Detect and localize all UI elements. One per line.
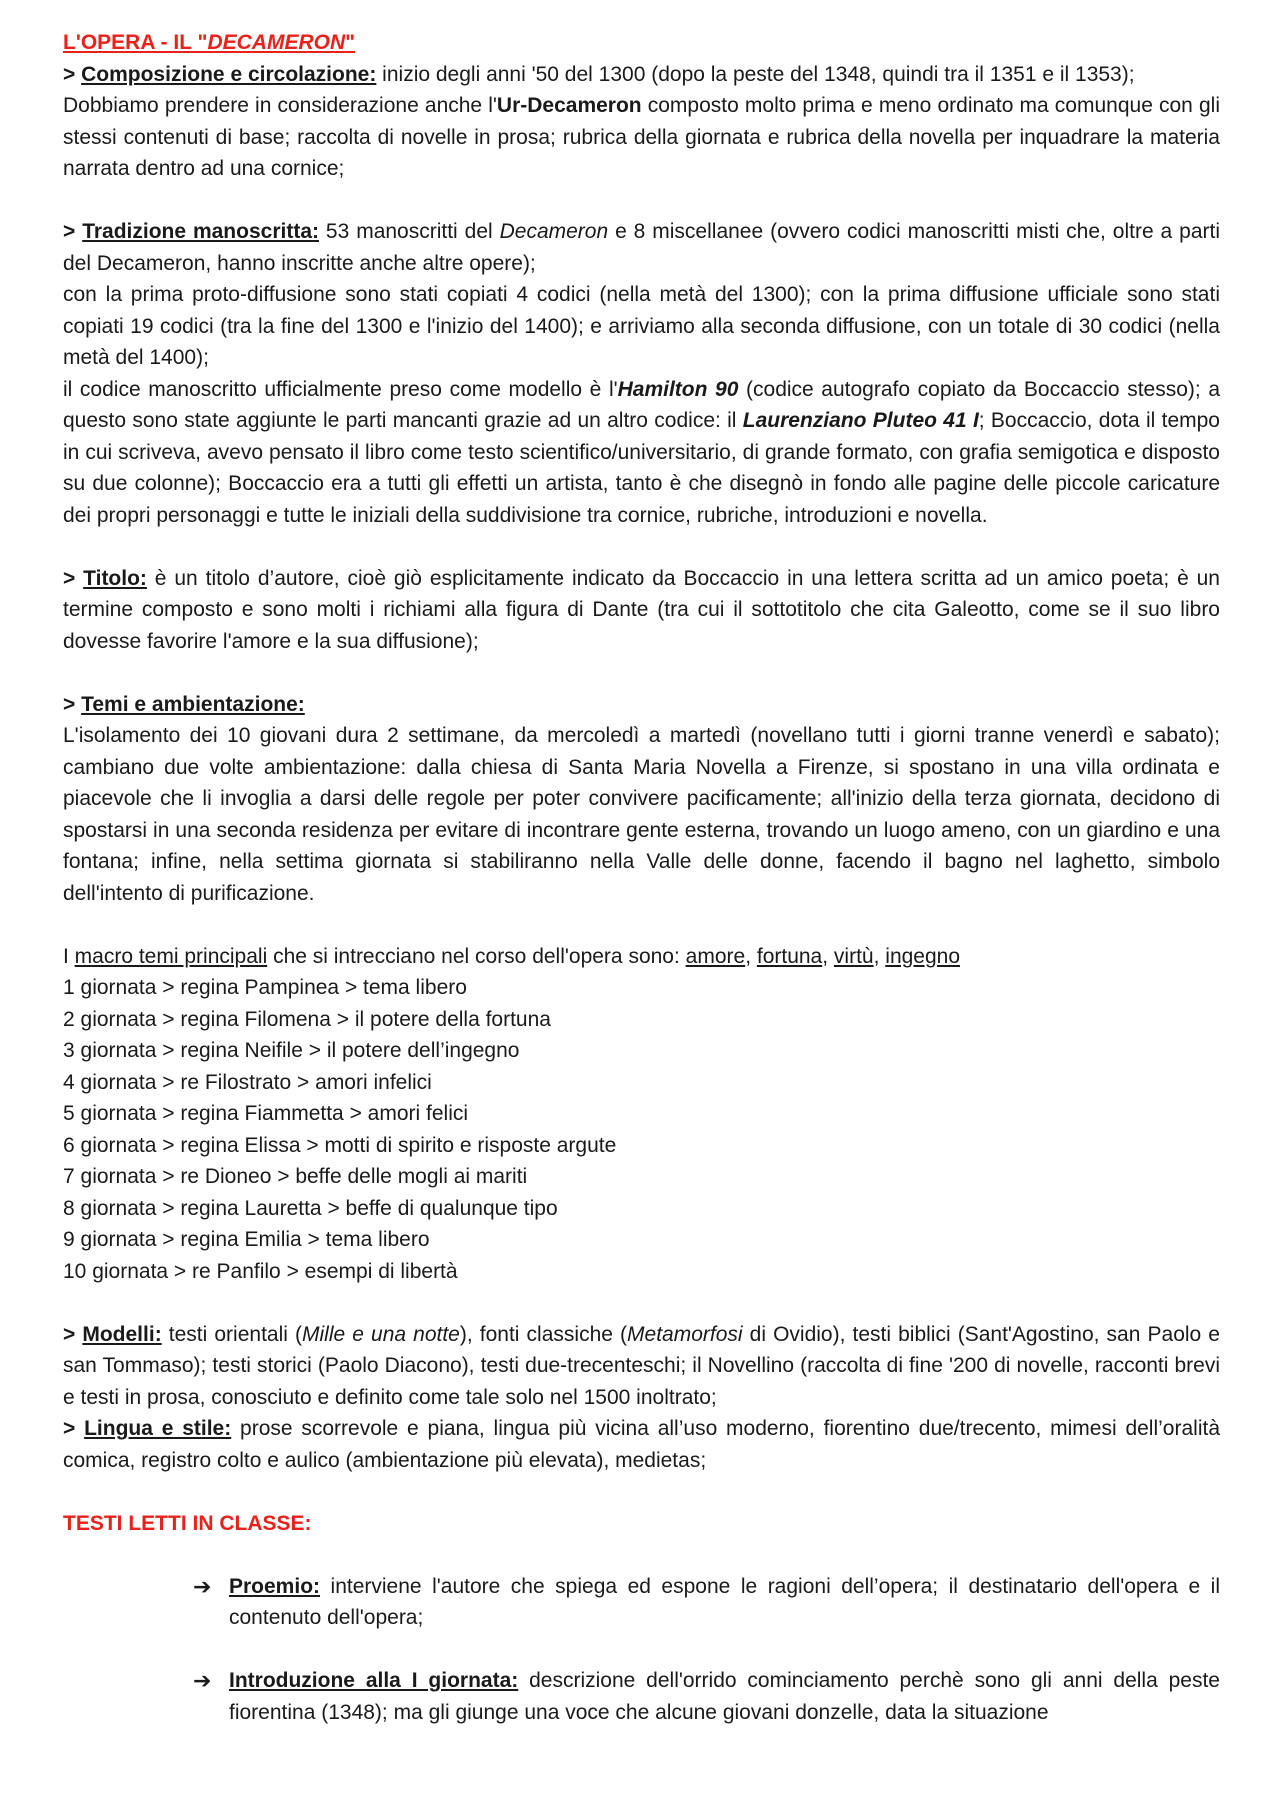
titolo-paragraph: > Titolo: è un titolo d’autore, cioè giò esplicitamente indicato da Boccaccio in una lettera scritta ad un amico poeta; è un termine composto e sono molti i richiami alla figura di Dante (tra cui il sottotitolo che cita Galeotto, come se il suo libro dovesse favorire l'amore e la sua diffusione); <box>63 566 1220 653</box>
modelli-paragraph: > Modelli: testi orientali (Mille e una notte), fonti classiche (Metamorfosi di Ovidio), testi biblici (Sant'Agostino, san Paolo e san Tommaso); testi storici (Paolo Diacono), testi due-trecenteschi; il Novellino (raccolta di fine '200 di novelle, racconti brevi e testi in prosa, conosciuto e definito come tale solo nel 1500 inoltrato; <box>63 1322 1220 1409</box>
diffusione-paragraph: con la prima proto-diffusione sono stati copiati 4 codici (nella metà del 1300); con la prima diffusione ufficiale sono stati copiati 19 codici (tra la fine del 1300 e l'inizio del 1400); e arriviamo alla seconda diffusione, con un totale di 30 codici (nella metà del 1400); <box>63 283 1220 369</box>
temi-paragraph: L'isolamento dei 10 giovani dura 2 settimane, da mercoledì a martedì (novellano tutti i giorni tranne venerdì e sabato); cambiano due volte ambientazione: dalla chiesa di Santa Maria Novella a Firenze, si spostano in una villa ordinata e piacevole che li invoglia a darsi delle regole per poter convivere pacificamente; all'inizio della terza giornata, decidono di spostarsi in una seconda residenza per evitare di incontrare gente esterna, trovando un luogo ameno, con un giardino e una fontana; infine, nella settima giornata si stabiliranno nella Valle delle donne, facendo il bagno nel laghetto, simbolo dell'intento di purificazione. <box>63 724 1220 905</box>
giornata-line: 3 giornata > regina Neifile > il potere dell’ingegno <box>63 1039 520 1062</box>
lingua-heading: Lingua e stile: <box>84 1417 232 1440</box>
arrow-right-icon: ➔ <box>193 1573 212 1599</box>
document-page <box>63 27 1220 1728</box>
temi-heading-line: > Temi e ambientazione: <box>63 692 305 716</box>
ur-decameron-paragraph: Dobbiamo prendere in considerazione anche l'Ur-Decameron composto molto prima e meno ordinato ma comunque con gli stessi contenuti di base; raccolta di novelle in prosa; rubrica della giornata e rubrica della novella per inquadrare la materia narrata dentro ad una cornice; <box>63 94 1220 180</box>
giornata-line: 1 giornata > regina Pampinea > tema libero <box>63 976 467 999</box>
giornata-line: 4 giornata > re Filostrato > amori infelici <box>63 1070 432 1094</box>
composizione-heading: Composizione e circolazione: <box>81 62 377 86</box>
titolo-heading: Titolo: <box>83 566 147 590</box>
tema-amore: amore <box>685 944 746 968</box>
giornata-line: 10 giornata > re Panfilo > esempi di libertà <box>63 1259 458 1283</box>
tema-virtu: virtù <box>833 944 874 968</box>
testi-item-proemio: ➔ Proemio: interviene l'autore che spiega ed espone le ragioni dell’opera; il destinatario dell'opera e il contenuto dell'opera; <box>193 1571 1220 1634</box>
giornata-line: 5 giornata > regina Fiammetta > amori felici <box>63 1102 469 1125</box>
lingua-paragraph: > Lingua e stile: prose scorrevole e piana, lingua più vicina all’uso moderno, fiorentino due/trecento, mimesi dell’oralità comica, registro colto e aulico (ambientazione più elevata), medietas; <box>63 1417 1221 1472</box>
testi-item-introduzione: ➔ Introduzione alla I giornata: descrizione dell'orrido cominciamento perchè sono gli anni della peste fiorentina (1348); ma gli giunge una voce che alcune giovani donzelle, data la situazione <box>193 1665 1220 1728</box>
giornata-line: 2 giornata > regina Filomena > il potere della fortuna <box>63 1007 551 1031</box>
tema-ingegno: ingegno <box>885 944 961 968</box>
temi-heading: Temi e ambientazione: <box>81 692 305 716</box>
composizione-paragraph: > Composizione e circolazione: inizio degli anni '50 del 1300 (dopo la peste del 1348, quindi tra il 1351 e il 1353); <box>63 62 1135 86</box>
testi-heading: TESTI LETTI IN CLASSE: <box>63 1511 312 1535</box>
codice-paragraph: il codice manoscritto ufficialmente preso come modello è l'Hamilton 90 (codice autografo copiato da Boccaccio stesso); a questo sono state aggiunte le parti mancanti grazie ad un altro codice: il Laurenziano Pluteo 41 I; Boccaccio, dota il tempo in cui scriveva, avevo pensato il libro come testo scientifico/universitario, di grande formato, con grafia semigotica e disposto su due colonne); Boccaccio era a tutti gli effetti un artista, tanto è che disegnò in fondo alle pagine delle piccole caricature dei propri personaggi e tutte le iniziali della suddivisione tra cornice, rubriche, introduzioni e novella. <box>63 377 1220 527</box>
macro-temi-line: I macro temi principali che si intrecciano nel corso dell'opera sono: amore, fortuna, virtù, ingegno <box>63 944 961 968</box>
giornata-line: 6 giornata > regina Elissa > motti di spirito e risposte argute <box>63 1133 617 1157</box>
tema-fortuna: fortuna <box>756 944 823 968</box>
modelli-heading: Modelli: <box>82 1322 162 1346</box>
document-title: L'OPERA - IL "DECAMERON" <box>63 31 356 54</box>
giornata-line: 8 giornata > regina Lauretta > beffe di qualunque tipo <box>63 1196 558 1220</box>
tradizione-heading: Tradizione manoscritta: <box>82 220 319 243</box>
arrow-right-icon: ➔ <box>193 1668 212 1693</box>
tradizione-paragraph: > Tradizione manoscritta: 53 manoscritti del Decameron e 8 miscellanee (ovvero codici manoscritti misti che, oltre a parti del Decameron, hanno inscritte anche altre opere); <box>63 220 1220 275</box>
giornata-line: 9 giornata > regina Emilia > tema libero <box>63 1228 430 1251</box>
giornata-line: 7 giornata > re Dioneo > beffe delle mogli ai mariti <box>63 1165 528 1188</box>
